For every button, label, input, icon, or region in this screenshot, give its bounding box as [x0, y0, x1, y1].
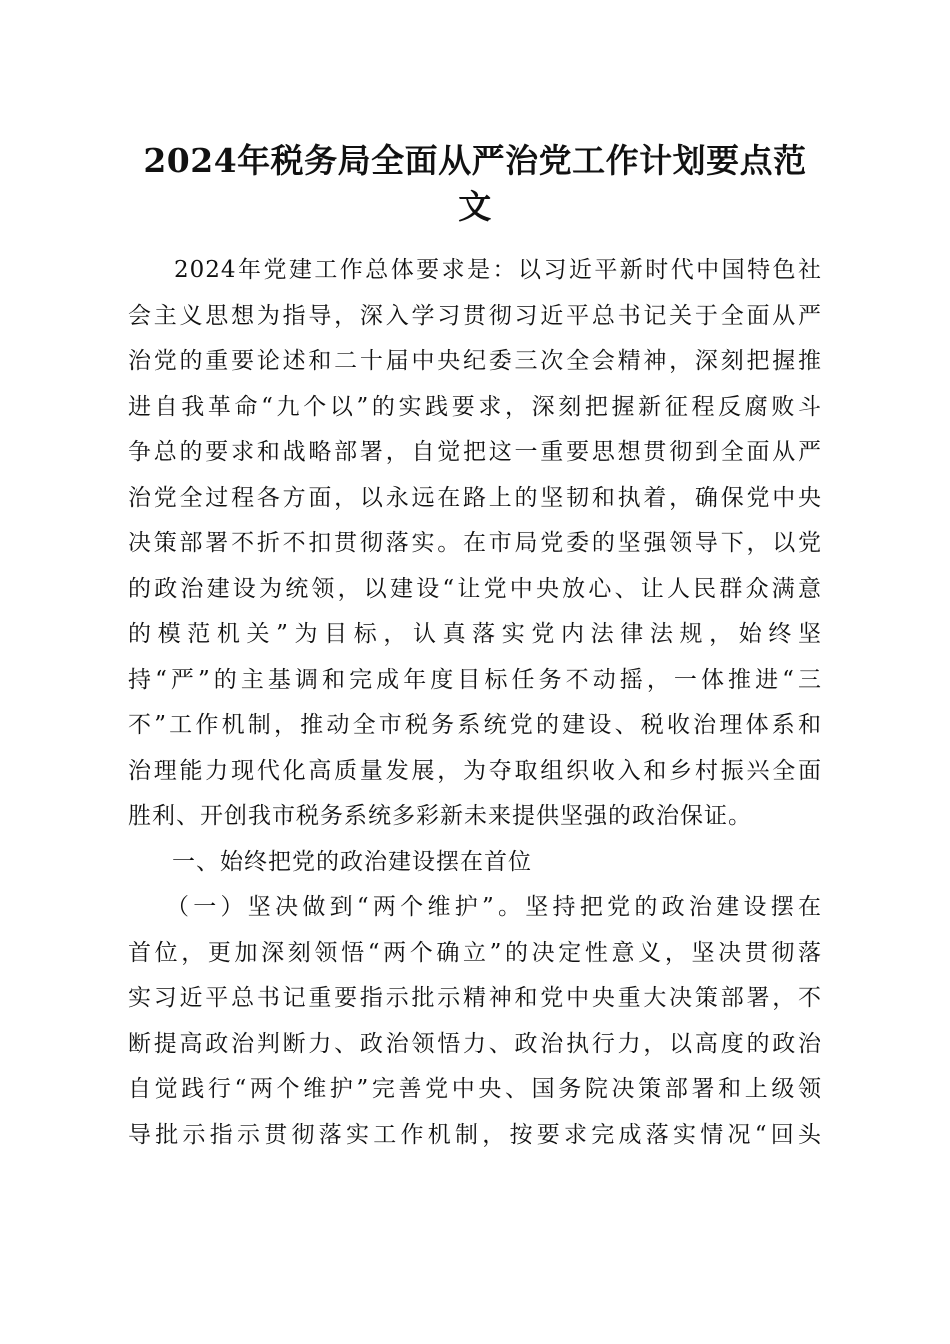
title-line: 文 — [458, 187, 492, 226]
text-line: 进自我革命“九个以”的实践要求，深刻把握新征程反腐败斗 — [128, 393, 822, 420]
text-line: 争总的要求和战略部署，自觉把这一重要思想贯彻到全面从严 — [128, 439, 822, 465]
text-line: 实习近平总书记重要指示批示精神和党中央重大决策部署，不 — [128, 985, 822, 1011]
document-body — [128, 248, 822, 1158]
text-line: 胜利、开创我市税务系统多彩新未来提供坚强的政治保证。 — [128, 803, 752, 829]
text-line: （一）坚决做到“两个维护”。坚持把党的政治建设摆在 — [166, 894, 822, 920]
paragraph-overall-requirements — [128, 248, 822, 840]
text-line: 决策部署不折不扣贯彻落实。在市局党委的坚强领导下，以党 — [128, 530, 822, 556]
title-line: 2024年税务局全面从严治党工作计划要点范 — [143, 141, 807, 180]
text-line: 治党全过程各方面，以永远在路上的坚韧和执着，确保党中央 — [128, 484, 822, 511]
text-line: 自觉践行“两个维护”完善党中央、国务院决策部署和上级领 — [128, 1076, 822, 1102]
text-line: 不”工作机制，推动全市税务系统党的建设、税收治理体系和 — [128, 712, 822, 738]
text-line: 会主义思想为指导，深入学习贯彻习近平总书记关于全面从严 — [128, 302, 822, 329]
text-line: 首位，更加深刻领悟“两个确立”的决定性意义，坚决贯彻落 — [128, 939, 822, 966]
text-line: 治党的重要论述和二十届中央纪委三次全会精神，深刻把握推 — [128, 348, 822, 374]
text-line: 断提高政治判断力、政治领悟力、政治执行力，以高度的政治 — [128, 1030, 822, 1057]
text-line: 的政治建设为统领，以建设“让党中央放心、让人民群众满意 — [128, 575, 822, 602]
document-title — [120, 138, 830, 230]
text-line: 的模范机关”为目标，认真落实党内法律法规，始终坚 — [128, 621, 822, 647]
paragraph-two-safeguards — [128, 885, 822, 1158]
text-line: 治理能力现代化高质量发展，为夺取组织收入和乡村振兴全面 — [128, 757, 822, 784]
text-line: 2024年党建工作总体要求是：以习近平新时代中国特色社 — [174, 257, 822, 283]
text-line: 导批示指示贯彻落实工作机制，按要求完成落实情况“回头 — [128, 1121, 822, 1148]
section-heading: 一、始终把党的政治建设摆在首位 — [172, 848, 532, 875]
text-line: 持“严”的主基调和完成年度目标任务不动摇，一体推进“三 — [128, 666, 822, 693]
